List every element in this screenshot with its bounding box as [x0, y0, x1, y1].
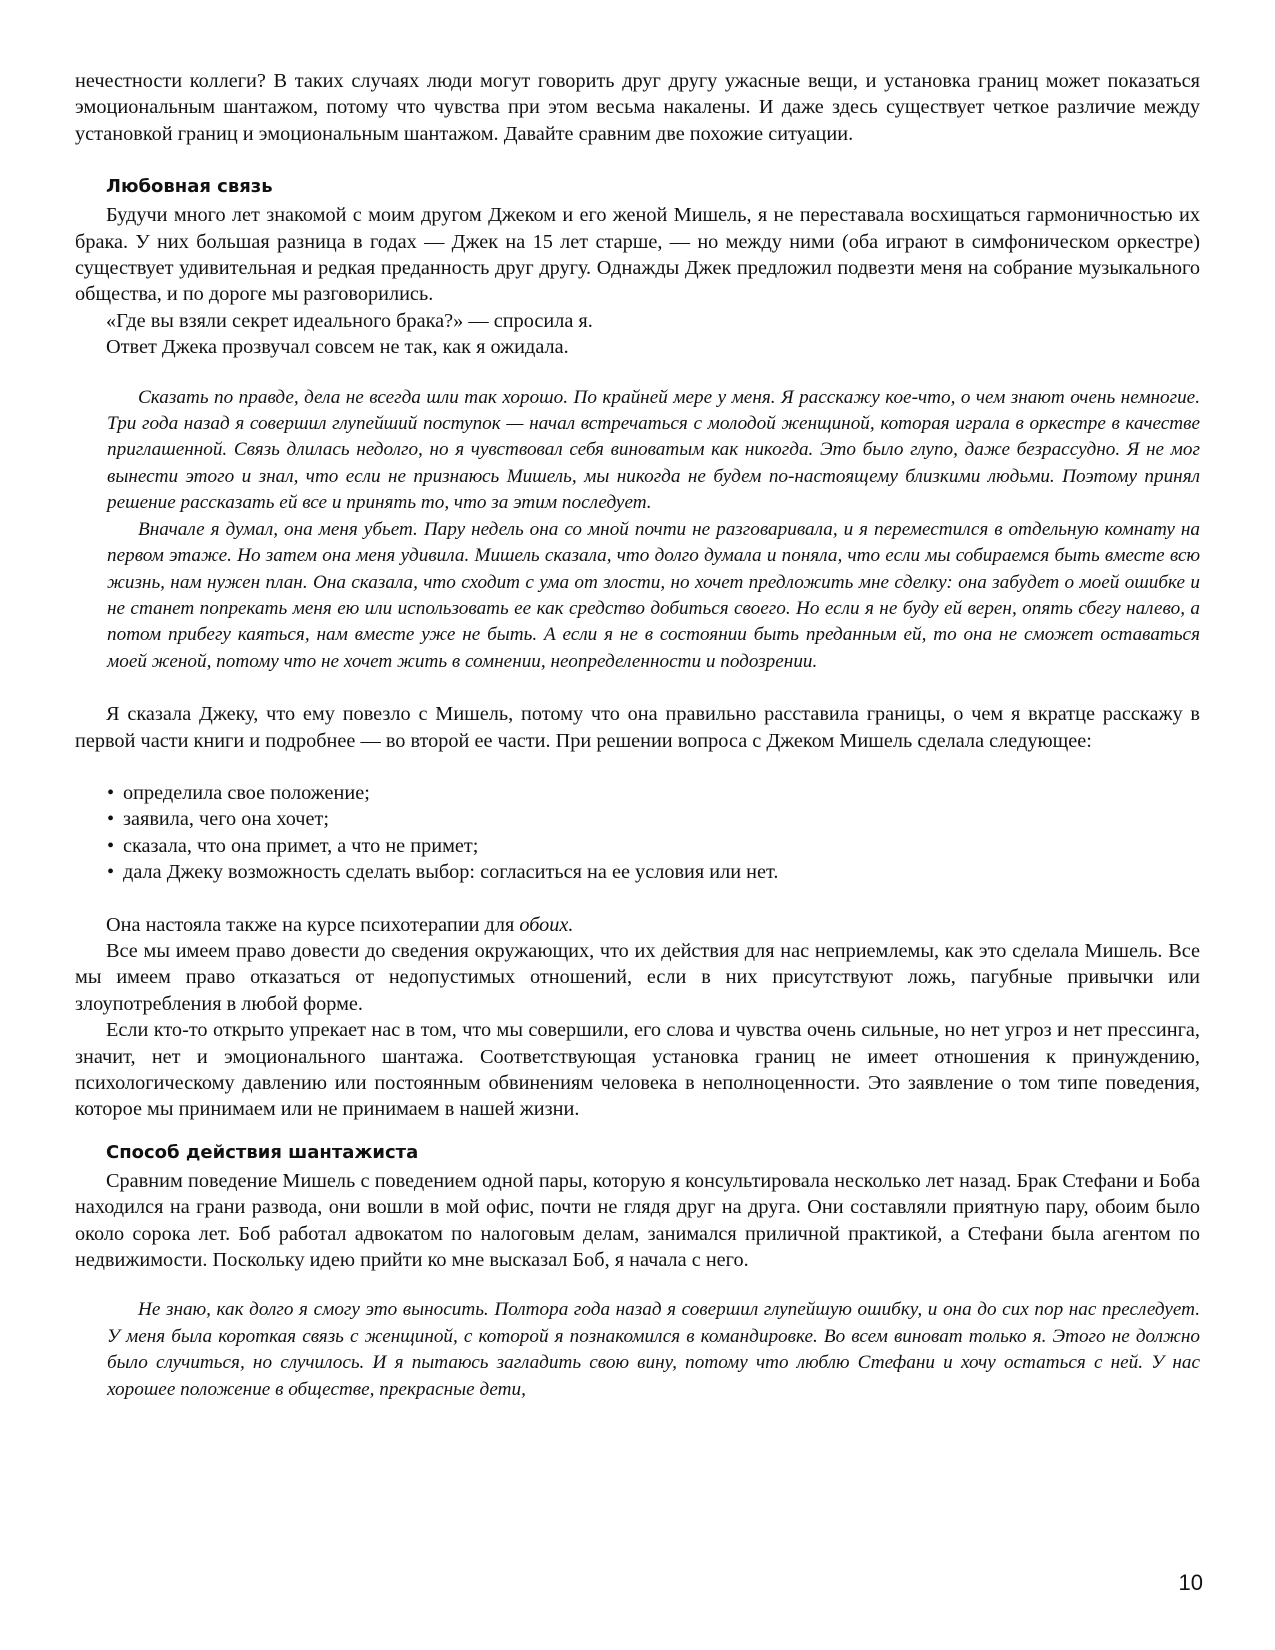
quote-block-bob	[107, 1297, 1200, 1403]
emphasis-text: обоих.	[519, 913, 574, 936]
list-item: • дала Джеку возможность сделать выбор: согласиться на ее условия или нет.	[107, 859, 1200, 885]
body-paragraph-therapy: Она настояла также на курсе психотерапии для обоих.	[106, 913, 574, 936]
body-paragraph: Все мы имеем право довести до сведения окружающих, что их действия для нас неприемлемы, как это сделала Мишель. Все мы имеем право отказаться от недопустимых отношений, если в них присутствуют ложь, пагубные привычки или злоупотребления в любой форме.	[75, 939, 1200, 1015]
body-paragraph: «Где вы взяли секрет идеального брака?» — спросила я.	[106, 309, 593, 332]
body-paragraph: Ответ Джека прозвучал совсем не так, как я ожидала.	[106, 336, 569, 359]
intro-paragraph: нечестности коллеги? В таких случаях люди могут говорить друг другу ужасные вещи, и установка границ может показаться эмоциональным шантажом, потому что чувства при этом весьма накалены. И даже здесь существует четкое различие между установкой границ и эмоциональным шантажом. Давайте сравним две похожие ситуации.	[75, 70, 1200, 145]
bullet-icon: •	[107, 834, 115, 857]
bullet-icon: •	[107, 861, 115, 884]
page-number: 10	[1178, 1570, 1203, 1595]
quote-paragraph: Сказать по правде, дела не всегда шли так хорошо. По крайней мере у меня. Я расскажу кое-что, о чем знают очень немногие. Три года назад я совершил глупейший поступок — начал встречаться с молодой женщиной, которая играла в оркестре в качестве приглашенной. Связь длилась недолго, но я чувствовал себя виноватым как никогда. Это было глупо, даже безрассудно. Я не мог вынести этого и знал, что если не признаюсь Мишель, мы никогда не будем по-настоящему близкими людьми. Поэтому принял решение рассказать ей все и принять то, что за этим последует.	[107, 386, 1200, 514]
list-item: • сказала, что она примет, а что не примет;	[107, 833, 1200, 859]
quote-paragraph: Не знаю, как долго я смогу это выносить. Полтора года назад я совершил глупейшую ошибку, и она до сих пор нас преследует. У меня была короткая связь с женщиной, с которой я познакомился в командировке. Во всем виноват только я. Этого не должно было случиться, но случилось. И я пытаюсь загладить свою вину, потому что люблю Стефани и хочу остаться с ней. У нас хорошее положение в обществе, прекрасные дети,	[107, 1299, 1200, 1400]
body-paragraph: Сравним поведение Мишель с поведением одной пары, которую я консультировала несколько лет назад. Брак Стефани и Боба находился на грани развода, они вошли в мой офис, почти не глядя друг на друга. Они составляли приятную пару, обоим было около сорока лет. Боб работал адвокатом по налоговым делам, занимался приличной практикой, а Стефани была агентом по недвижимости. Поскольку идею прийти ко мне высказал Боб, я начала с него.	[75, 1169, 1200, 1272]
bullet-list	[75, 780, 1200, 886]
bullet-icon: •	[107, 808, 115, 831]
document-page	[75, 68, 1200, 1403]
section-heading-love-affair: Любовная связь	[106, 176, 273, 198]
body-paragraph: Я сказала Джеку, что ему повезло с Мишель, потому что она правильно расставила границы, о чем я вкратце расскажу в первой части книги и подробнее — во второй ее части. При решении вопроса с Джеком Мишель сделала следующее:	[75, 703, 1200, 752]
quote-paragraph: Вначале я думал, она меня убьет. Пару недель она со мной почти не разговаривала, и я переместился в отдельную комнату на первом этаже. Но затем она меня удивила. Мишель сказала, что долго думала и поняла, что если мы собираемся быть вместе всю жизнь, нам нужен план. Она сказала, что сходит с ума от злости, но хочет предложить мне сделку: она забудет о моей ошибке и не станет попрекать меня ею или использовать ее как средство добиться своего. Но если я не буду ей верен, опять сбегу налево, а потом прибегу каяться, нам вместе уже не быть. А если я не в состоянии быть преданным ей, то она не сможет оставаться моей женой, потому что не хочет жить в сомнении, неопределенности и подозрении.	[107, 518, 1200, 672]
list-item: • заявила, чего она хочет;	[107, 806, 1200, 832]
list-item: • определила свое положение;	[107, 780, 1200, 806]
section-heading-blackmailer: Способ действия шантажиста	[106, 1141, 419, 1163]
body-paragraph: Будучи много лет знакомой с моим другом Джеком и его женой Мишель, я не переставала восхищаться гармоничностью их брака. У них большая разница в годах — Джек на 15 лет старше, — но между ними (оба играют в симфоническом оркестре) существует удивительная и редкая преданность друг другу. Однажды Джек предложил подвезти меня на собрание музыкального общества, и по дороге мы разговорились.	[75, 204, 1200, 306]
quote-block-jack	[107, 385, 1200, 675]
body-paragraph: Если кто-то открыто упрекает нас в том, что мы совершили, его слова и чувства очень сильные, но нет угроз и нет прессинга, значит, нет и эмоционального шантажа. Соответствующая установка границ не имеет отношения к принуждению, психологическому давлению или постоянным обвинениям человека в неполноценности. Это заявление о том типе поведения, которое мы принимаем или не принимаем в нашей жизни.	[75, 1019, 1200, 1121]
bullet-icon: •	[107, 781, 115, 804]
